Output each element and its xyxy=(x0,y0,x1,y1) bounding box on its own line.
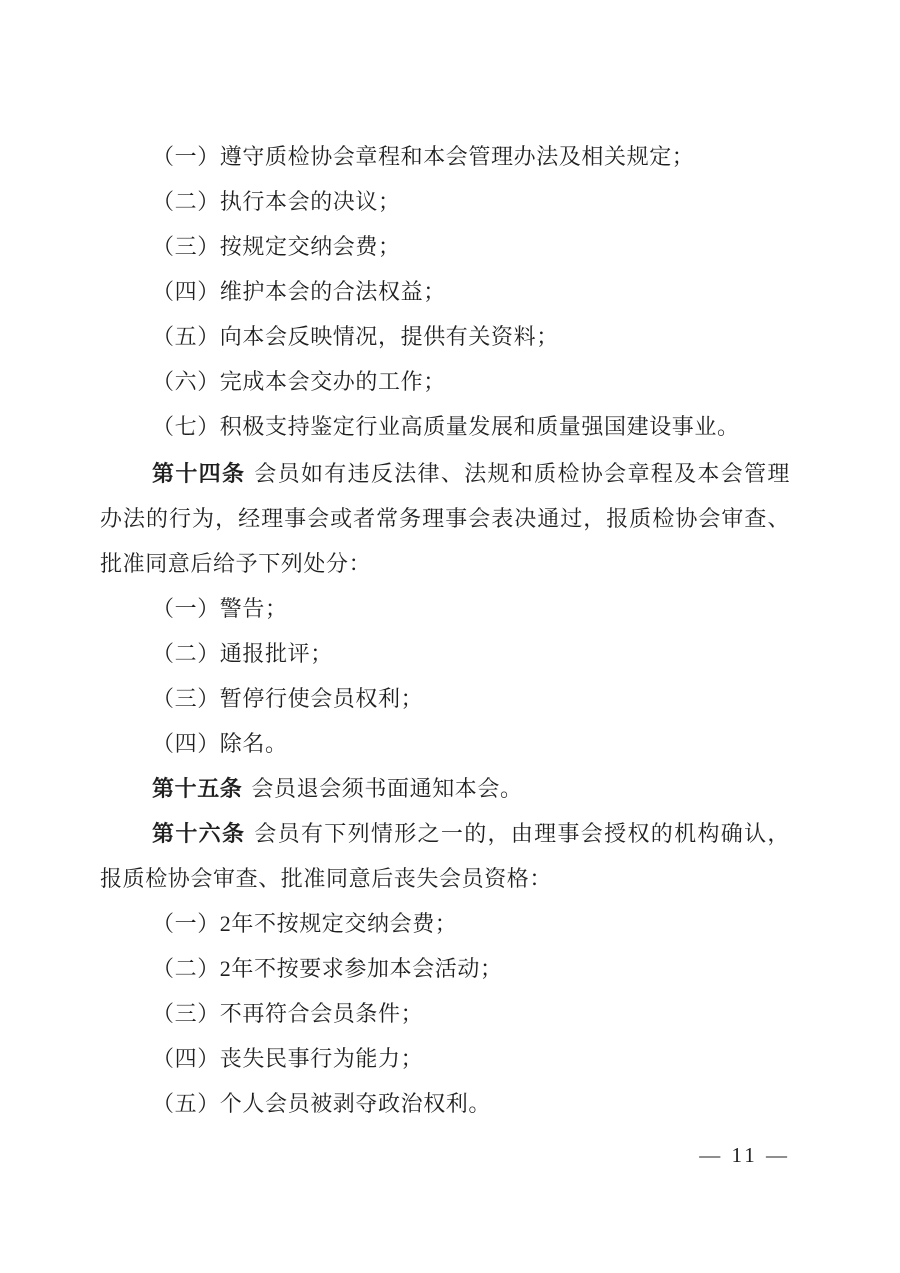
document-body xyxy=(100,134,790,1126)
obligation-item-3: （三）按规定交纳会费； xyxy=(152,234,401,259)
disqualification-item-2: （二）2年不按要求参加本会活动； xyxy=(152,956,503,981)
obligation-item-6: （六）完成本会交办的工作； xyxy=(152,369,446,394)
obligation-item-1: （一）遵守质检协会章程和本会管理办法及相关规定； xyxy=(152,144,695,169)
obligation-item-4: （四）维护本会的合法权益； xyxy=(152,279,446,304)
page-number: — 11 — xyxy=(699,1143,790,1167)
article-16-body: 会员有下列情形之一的，由理事会授权的机构确认，报质检协会审查、批准同意后丧失会员资格： xyxy=(100,821,790,891)
obligation-item-2: （二）执行本会的决议； xyxy=(152,189,401,214)
article-15-body: 会员退会须书面通知本会。 xyxy=(251,776,523,801)
article-14-number: 第十四条 xyxy=(152,461,246,486)
disqualification-item-5: （五）个人会员被剥夺政治权利。 xyxy=(152,1091,492,1116)
disqualification-item-1: （一）2年不按规定交纳会费； xyxy=(152,911,458,936)
article-16-number: 第十六条 xyxy=(152,821,246,846)
obligation-item-5: （五）向本会反映情况，提供有关资料； xyxy=(152,324,559,349)
disqualification-item-3: （三）不再符合会员条件； xyxy=(152,1001,424,1026)
punishment-item-1: （一）警告； xyxy=(152,596,288,621)
article-14-paragraph xyxy=(100,451,790,586)
obligation-item-7: （七）积极支持鉴定行业高质量发展和质量强国建设事业。 xyxy=(152,414,740,439)
article-15-number: 第十五条 xyxy=(152,776,243,801)
punishment-item-2: （二）通报批评； xyxy=(152,641,333,666)
punishment-item-3: （三）暂停行使会员权利； xyxy=(152,686,424,711)
disqualification-item-4: （四）丧失民事行为能力； xyxy=(152,1046,424,1071)
article-14-body: 会员如有违反法律、法规和质检协会章程及本会管理办法的行为，经理事会或者常务理事会表决通过，报质检协会审查、批准同意后给予下列处分： xyxy=(100,461,790,576)
punishment-item-4: （四）除名。 xyxy=(152,731,288,756)
article-16-paragraph xyxy=(100,811,790,901)
article-15-paragraph xyxy=(100,766,790,811)
